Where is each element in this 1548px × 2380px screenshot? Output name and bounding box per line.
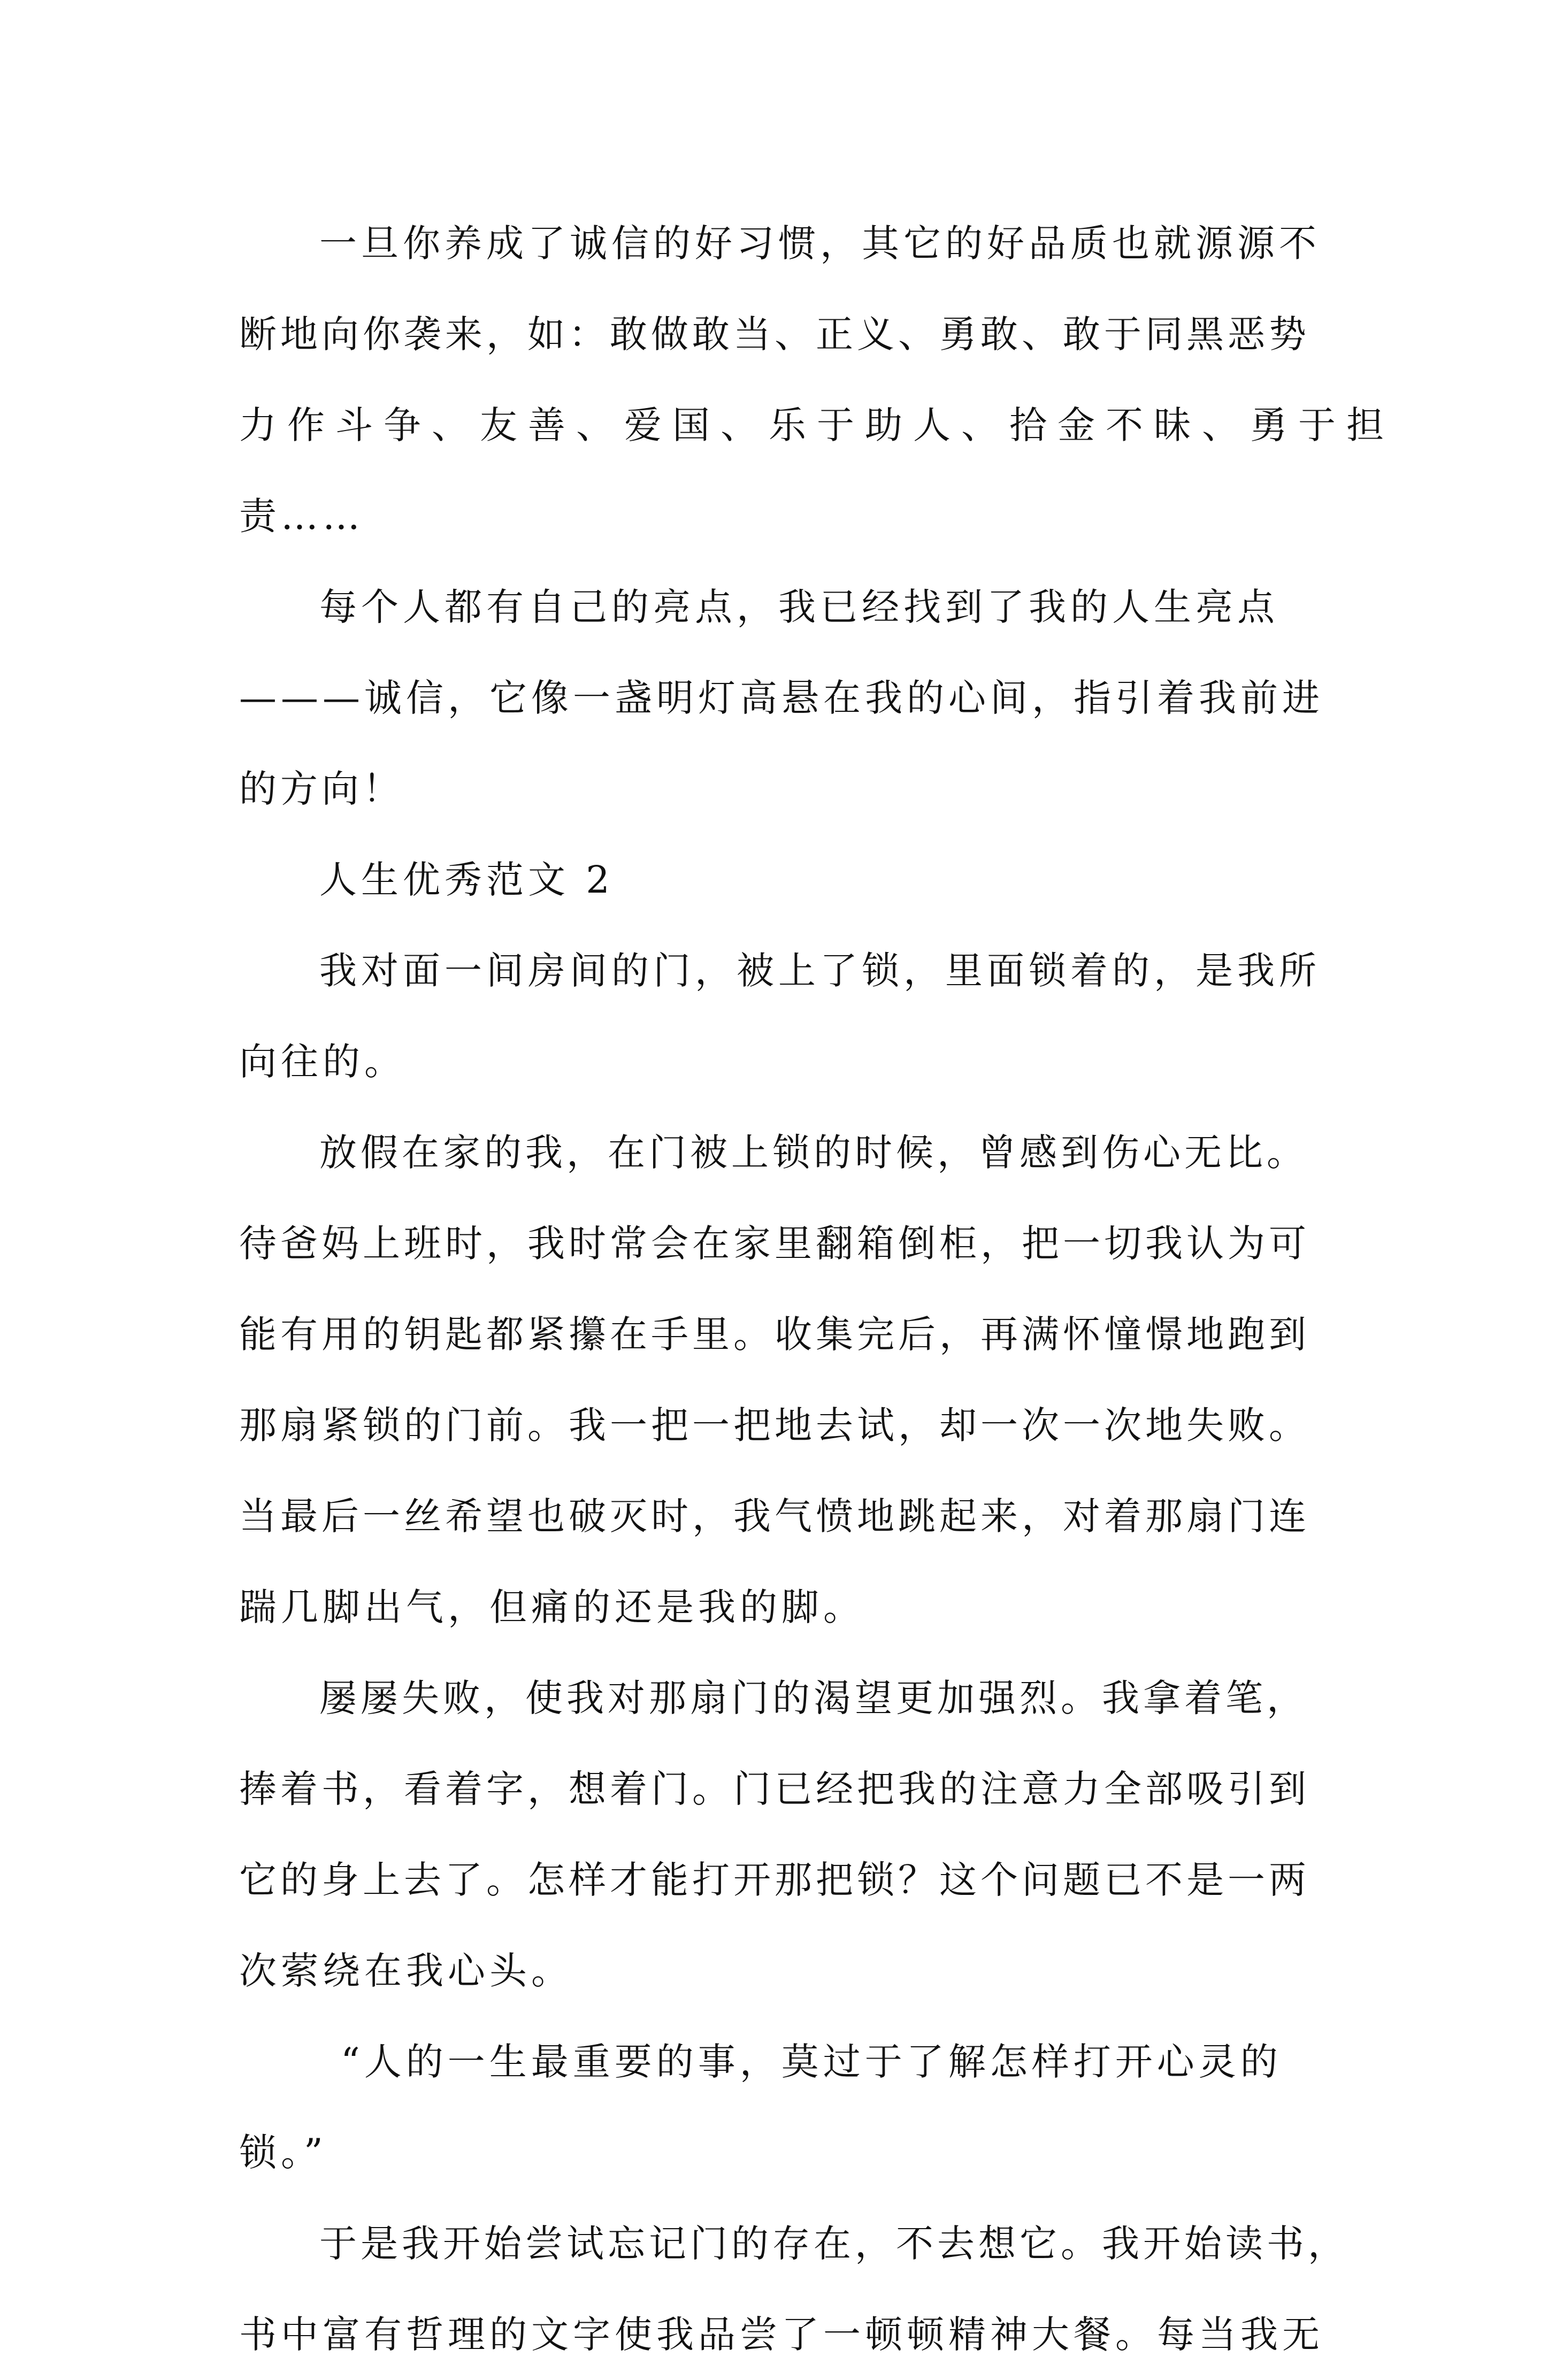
text-line: 待爸妈上班时，我时常会在家里翻箱倒柜，把一切我认为可 <box>239 1222 1310 1265</box>
quote-line: 锁。” <box>239 2131 327 2175</box>
text-line: 书中富有哲理的文字使我品尝了一顿顿精神大餐。每当我无 <box>239 2313 1324 2356</box>
text-line: 断地向你袭来，如：敢做敢当、正义、勇敢、敢于同黑恶势 <box>239 312 1310 356</box>
section-heading: 人生优秀范文 2 <box>319 858 614 902</box>
text-line: 当最后一丝希望也破灭时，我气愤地跳起来，对着那扇门连 <box>239 1494 1310 1538</box>
text-line: 向往的。 <box>239 1040 406 1084</box>
text-line: 一旦你养成了诚信的好习惯，其它的好品质也就源源不 <box>319 221 1321 265</box>
text-line: 责…… <box>239 494 364 538</box>
text-line: 次萦绕在我心头。 <box>239 1949 573 1993</box>
text-line: 我对面一间房间的门，被上了锁，里面锁着的，是我所 <box>319 949 1321 993</box>
quote-line: “人的一生最重要的事，莫过于了解怎样打开心灵的 <box>341 2040 1282 2084</box>
text-line: 屡屡失败，使我对那扇门的渴望更加强烈。我拿着笔， <box>319 1676 1308 1720</box>
text-line: 力作斗争、友善、爱国、乐于助人、拾金不昧、勇于担 <box>239 403 1394 447</box>
text-line: ———诚信，它像一盏明灯高悬在我的心间，指引着我前进 <box>239 676 1324 720</box>
text-line: 的方向！ <box>239 767 404 811</box>
text-line: 那扇紧锁的门前。我一把一把地去试，却一次一次地失败。 <box>239 1403 1310 1447</box>
body-text <box>239 198 1394 2380</box>
text-line: 它的身上去了。怎样才能打开那把锁？这个问题已不是一两 <box>239 1858 1310 1902</box>
text-line: 每个人都有自己的亮点，我已经找到了我的人生亮点 <box>319 585 1279 629</box>
text-line: 放假在家的我，在门被上锁的时候，曾感到伤心无比。 <box>319 1131 1308 1174</box>
text-line: 捧着书，看着字，想着门。门已经把我的注意力全部吸引到 <box>239 1767 1310 1811</box>
text-line: 能有用的钥匙都紧攥在手里。收集完后，再满怀憧憬地跑到 <box>239 1312 1310 1356</box>
text-line: 于是我开始尝试忘记门的存在，不去想它。我开始读书， <box>319 2222 1349 2266</box>
text-line: 踹几脚出气，但痛的还是我的脚。 <box>239 1585 865 1629</box>
